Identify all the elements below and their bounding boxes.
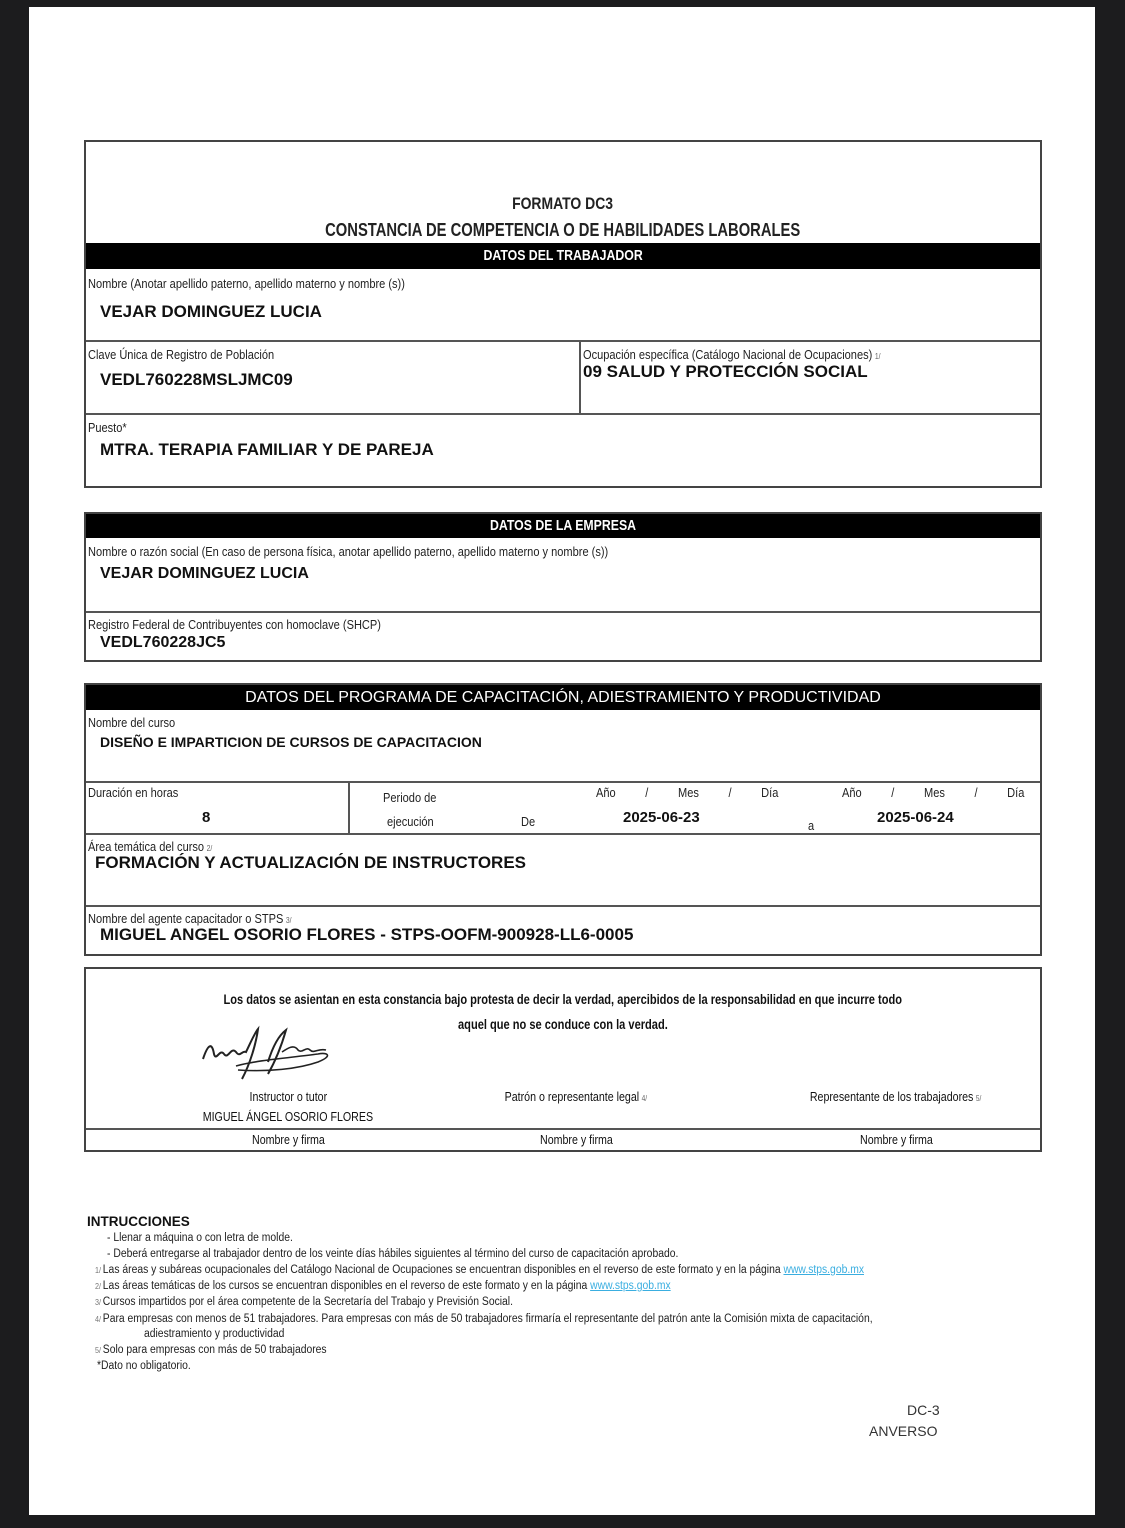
duration-label: Duración en horas [88, 785, 179, 800]
divider [86, 1128, 1040, 1130]
duration-value: 8 [202, 809, 211, 826]
divider [86, 611, 1040, 613]
signature-section [84, 967, 1042, 1152]
worker-name-value: VEJAR DOMINGUEZ LUCIA [100, 302, 322, 321]
to-label: a [808, 818, 815, 833]
employer-role: Patrón o representante legal 4/ [504, 1089, 648, 1104]
occupation-value: 09 SALUD Y PROTECCIÓN SOCIAL [583, 362, 868, 381]
start-date-value: 2025-06-23 [623, 809, 700, 826]
instruction-item: 5/ Solo para empresas con más de 50 trabajadores [95, 1344, 327, 1356]
worker-section-heading: DATOS DEL TRABAJADOR [86, 243, 1040, 269]
instructions-title: INTRUCCIONES [87, 1214, 190, 1229]
worker-name-label: Nombre (Anotar apellido paterno, apellido materno y nombre (s)) [88, 276, 405, 291]
instruction-item-continuation: adiestramiento y productividad [144, 1328, 285, 1340]
program-section-heading: DATOS DEL PROGRAMA DE CAPACITACIÓN, ADIESTRAMIENTO Y PRODUCTIVIDAD [86, 685, 1040, 710]
agent-value: MIGUEL ANGEL OSORIO FLORES - STPS-OOFM-900928-LL6-0005 [100, 925, 634, 944]
divider [579, 340, 581, 413]
company-section-heading: DATOS DE LA EMPRESA [86, 514, 1040, 538]
instruction-item: *Dato no obligatorio. [97, 1360, 191, 1372]
employer-sign-caption: Nombre y firma [539, 1132, 613, 1147]
instructor-sign-caption: Nombre y firma [251, 1132, 325, 1147]
occupation-label: Ocupación específica (Catálogo Nacional de Ocupaciones) 1/ [583, 347, 881, 362]
stps-link[interactable]: www.stps.gob.mx [783, 1264, 865, 1276]
end-date-header: Año / Mes / Día [842, 785, 1025, 800]
program-section [84, 683, 1042, 956]
curp-value: VEDL760228MSLJMC09 [100, 370, 293, 389]
period-label-2: ejecución [387, 814, 434, 829]
instructor-role: Instructor o tutor [249, 1089, 327, 1104]
instruction-item: 1/ Las áreas y subáreas ocupacionales del Catálogo Nacional de Ocupaciones se encuentran disponibles en el reverso de este formato y en la página www.stps.gob.mx [95, 1264, 865, 1276]
position-label: Puesto* [88, 420, 127, 435]
declaration-line-2: aquel que no se conduce con la verdad. [458, 1017, 668, 1032]
course-label: Nombre del curso [88, 715, 176, 730]
divider [86, 781, 1040, 783]
divider [86, 905, 1040, 907]
instruction-item: 4/ Para empresas con menos de 51 trabajadores. Para empresas con más de 50 trabajadores firmaría el representante del patrón ante la Comisión mixta de capacitación, [95, 1313, 873, 1325]
instruction-item: - Deberá entregarse al trabajador dentro de los veinte días hábiles siguientes al término del curso de capacitación aprobado. [107, 1248, 679, 1260]
instruction-item: - Llenar a máquina o con letra de molde. [107, 1232, 293, 1244]
company-section [84, 512, 1042, 662]
rfc-label: Registro Federal de Contribuyentes con homoclave (SHCP) [88, 617, 381, 632]
from-label: De [521, 814, 536, 829]
footer-side: ANVERSO [869, 1423, 938, 1439]
period-label-1: Periodo de [383, 790, 437, 805]
instruction-item: 3/ Cursos impartidos por el área competente de la Secretaría del Trabajo y Previsión Social. [95, 1296, 513, 1308]
instructor-name: MIGUEL ÁNGEL OSORIO FLORES [202, 1109, 374, 1124]
course-value: DISEÑO E IMPARTICION DE CURSOS DE CAPACITACION [100, 734, 482, 750]
footer-code: DC-3 [907, 1402, 940, 1418]
divider [348, 781, 350, 833]
company-name-label: Nombre o razón social (En caso de persona física, anotar apellido paterno, apellido materno y nombre (s)) [88, 544, 609, 559]
divider [86, 340, 1040, 342]
end-date-value: 2025-06-24 [877, 809, 954, 826]
form-name: FORMATO DC3 [512, 194, 614, 213]
worker-section [84, 140, 1042, 488]
area-label: Área temática del curso 2/ [88, 839, 213, 854]
divider [86, 413, 1040, 415]
agent-label: Nombre del agente capacitador o STPS 3/ [88, 911, 292, 926]
curp-label: Clave Única de Registro de Población [88, 347, 275, 362]
rfc-value: VEDL760228JC5 [100, 634, 226, 651]
declaration-line-1: Los datos se asientan en esta constancia bajo protesta de decir la verdad, apercibidos de la responsabilidad en que incurre todo [223, 992, 903, 1007]
instruction-item: 2/ Las áreas temáticas de los cursos se encuentran disponibles en el reverso de este formato y en la página www.stps.gob.mx [95, 1280, 671, 1292]
document-page [29, 7, 1095, 1515]
instructor-signature-icon [198, 1024, 343, 1084]
position-value: MTRA. TERAPIA FAMILIAR Y DE PAREJA [100, 440, 434, 459]
form-title: CONSTANCIA DE COMPETENCIA O DE HABILIDADES LABORALES [325, 220, 801, 240]
company-name-value: VEJAR DOMINGUEZ LUCIA [100, 565, 309, 582]
area-value: FORMACIÓN Y ACTUALIZACIÓN DE INSTRUCTORES [95, 853, 526, 872]
workers-role: Representante de los trabajadores 5/ [810, 1089, 982, 1104]
stps-link[interactable]: www.stps.gob.mx [590, 1280, 671, 1292]
start-date-header: Año / Mes / Día [596, 785, 779, 800]
workers-sign-caption: Nombre y firma [859, 1132, 933, 1147]
divider [86, 833, 1040, 835]
